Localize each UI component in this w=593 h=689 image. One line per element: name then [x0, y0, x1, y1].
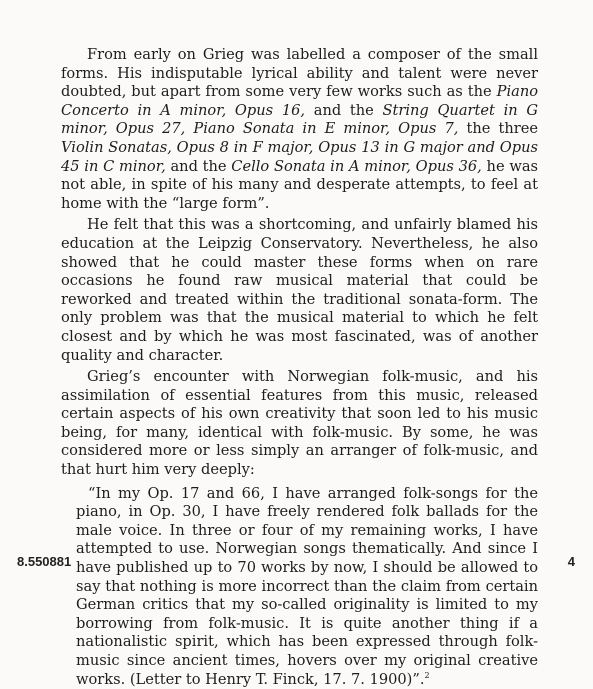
text-segment: From early on Grieg was labelled a composer of the small forms. His indisputable lyrical ability and talent were never doubted, but apart from some very few works such as the: [61, 46, 538, 101]
footnote-marker: 2: [424, 670, 430, 680]
paragraph-2: [61, 216, 538, 365]
paragraph-1: [61, 46, 538, 213]
text-segment: he was not able, in spite of his many and desperate attempts, to feel at home with the “large form”.: [61, 157, 539, 212]
body-text: [61, 46, 538, 689]
text-segment: and the: [165, 157, 232, 175]
text-segment: and the: [305, 101, 383, 119]
grieg-quote: [76, 485, 538, 689]
text-segment: Grieg’s encounter with Norwegian folk-music, and his assimilation of essential features from this music, released certain aspects of his own creativity that soon led to his music being, for many, identical with folk-music. By some, he was considered more or less simply an arranger of folk-music, and that hurt him very deeply:: [61, 368, 538, 479]
page-number: 4: [567, 554, 575, 569]
text-segment: the three: [458, 120, 538, 138]
quote-text: “In my Op. 17 and 66, I have arranged folk-songs for the piano, in Op. 30, I have freely rendered folk ballads for the male voice. In three or four of my remaining works, I have attempted to use. Norwegian songs thematically. And since I have published up to 70 works by now, I should be allowed to say that nothing is more incorrect than the claim from certain German critics that my so-called originality is limited to my borrowing from folk-music. It is quite another thing if a nationalistic spirit, which has been expressed through folk-music since ancient times, hovers over my original creative works. (Letter to Henry T. Finck, 17. 7. 1900)”.: [76, 484, 538, 688]
catalogue-number: 8.550881: [17, 554, 72, 569]
paragraph-3: [61, 368, 538, 480]
work-title: Violin Sonatas, Opus 8 in F major, Opus 13 in G major and Opus 45 in C minor,: [61, 138, 538, 175]
text-segment: He felt that this was a shortcoming, and unfairly blamed his education at the Leipzig Conservatory. Nevertheless, he also showed that he could master these forms when on rare occasions he found raw musical material that could be reworked and treated within the traditional sonata-form. The only problem was that the musical material to which he felt closest and by which he was most fascinated, was of another quality and character.: [61, 216, 538, 364]
work-title: String Quartet in G minor, Opus 27, Piano Sonata in E minor, Opus 7,: [61, 101, 538, 138]
work-title: Cello Sonata in A minor, Opus 36,: [231, 157, 482, 175]
work-title: Piano Concerto in A minor, Opus 16,: [61, 83, 538, 119]
